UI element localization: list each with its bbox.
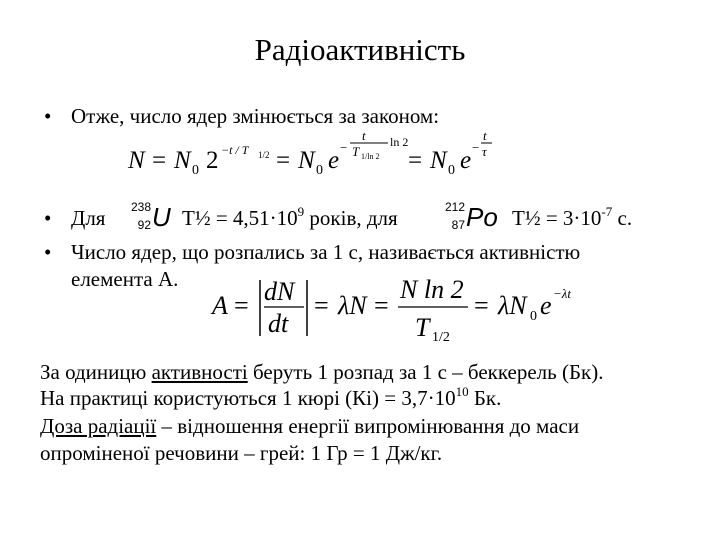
- bullet-item-half-lives: [44, 200, 684, 242]
- formula-frac-den-sub: 1/ln 2: [361, 152, 380, 161]
- formula-N0: N: [174, 147, 191, 174]
- formula-equals: =: [152, 147, 167, 174]
- half-life-unit: років, для: [309, 206, 398, 230]
- formula-equals: =: [276, 147, 291, 174]
- half-life-value: T½ = 3·10: [512, 206, 602, 230]
- polonium-half-life: [512, 206, 632, 231]
- bullet-icon: •: [44, 206, 52, 230]
- bullet-text-line1: Число ядер, що розпались за 1 с, називається активністю: [71, 240, 581, 264]
- formula-equals: =: [408, 147, 423, 174]
- formula-tau-num: t: [483, 128, 487, 143]
- para-text: За одиницю: [40, 360, 152, 384]
- formula-sub: 0: [448, 163, 455, 178]
- formula-N: N: [128, 147, 145, 174]
- formula-frac-num: t: [362, 128, 366, 143]
- formula-denominator: T: [415, 313, 430, 342]
- half-life-unit: с.: [617, 206, 633, 230]
- bullet-text-line2: елемента A.: [71, 267, 179, 291]
- paragraph-gray: [40, 441, 442, 466]
- para-text: – відношення енергії випромінювання до маси: [156, 414, 580, 438]
- formula-equals: =: [474, 291, 489, 320]
- term-activity: активності: [151, 360, 248, 384]
- paragraph-dose: [40, 414, 579, 439]
- nuclide-symbol: Po: [466, 202, 498, 232]
- formula-ln2: ln 2: [390, 135, 409, 149]
- formula-lambdaN0: λN: [498, 291, 527, 320]
- paragraph-curie: [40, 386, 501, 411]
- paragraph-becquerel: [40, 360, 603, 385]
- nuclide-mass-number: 212: [444, 200, 465, 214]
- formula-frac-den: T: [352, 144, 360, 159]
- formula-equals: =: [314, 291, 329, 320]
- term-radiation-dose: Доза радіації: [40, 414, 157, 438]
- formula-exponent: −λt: [553, 286, 572, 301]
- formula-sub: 0: [530, 309, 537, 324]
- bullet-icon: •: [44, 104, 52, 128]
- formula-numerator: N ln 2: [400, 275, 464, 304]
- nuclide-atomic-number: 87: [451, 218, 465, 232]
- para-exponent: 10: [455, 384, 469, 399]
- nuclide-atomic-number: 92: [137, 218, 151, 232]
- nuclide-symbol: U: [152, 202, 171, 232]
- half-life-value: T½ = 4,51·10: [182, 206, 298, 230]
- formula-tau-den: τ: [482, 144, 487, 159]
- half-life-exponent: -7: [601, 204, 613, 219]
- formula-equals: =: [374, 291, 389, 320]
- bullet-text: Отже, число ядер змінюється за законом:: [71, 104, 440, 128]
- activity-formula: [210, 270, 590, 350]
- formula-sub: 0: [192, 163, 199, 178]
- formula-minus: −: [472, 140, 480, 155]
- para-text: Бк.: [468, 386, 502, 410]
- formula-e: e: [328, 147, 340, 174]
- uranium-half-life: [182, 206, 398, 231]
- formula-equals: =: [234, 291, 249, 320]
- formula-exponent-sub: 1/2: [258, 150, 270, 160]
- bullet-icon: •: [44, 240, 52, 264]
- formula-sub: 0: [316, 163, 323, 178]
- formula-dN: dN: [264, 277, 295, 306]
- bullet-prefix: Для: [71, 206, 106, 230]
- formula-denominator-sub: 1/2: [432, 330, 450, 345]
- formula-N0: N: [430, 147, 447, 174]
- nuclide-polonium: [444, 200, 498, 233]
- formula-N0: N: [298, 147, 315, 174]
- nuclide-mass-number: 238: [130, 200, 151, 214]
- formula-dt: dt: [268, 309, 289, 338]
- formula-exponent: −t / T: [221, 143, 249, 157]
- formula-lambdaN: λN: [338, 291, 367, 320]
- page-title: Радіоактивність: [254, 32, 466, 67]
- formula-e: e: [460, 147, 472, 174]
- para-text: На практиці користуються 1 кюрі (Кі) = 3,7·10: [40, 386, 456, 410]
- nuclide-uranium: [130, 200, 171, 233]
- para-text: опроміненої речовини – грей: 1 Гр = 1 Дж/кг.: [40, 441, 443, 465]
- para-text: беруть 1 розпад за 1 с – беккерель (Бк).: [247, 360, 604, 384]
- formula-two: 2: [206, 147, 219, 174]
- formula-minus: −: [340, 140, 348, 155]
- formula-e: e: [540, 291, 552, 320]
- half-life-exponent: 9: [297, 204, 305, 219]
- decay-law-formula: [126, 128, 506, 190]
- formula-A: A: [212, 291, 228, 320]
